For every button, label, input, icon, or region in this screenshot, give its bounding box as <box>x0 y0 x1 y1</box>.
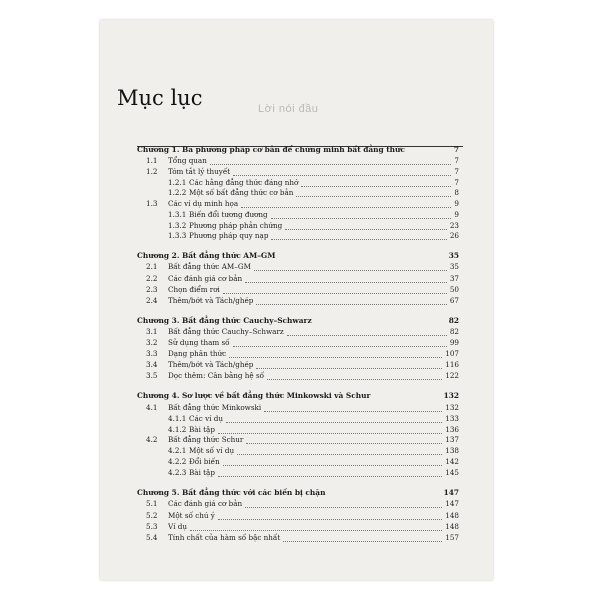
toc-page-number: 107 <box>445 349 459 358</box>
toc-page-number: 136 <box>445 425 459 434</box>
toc-section-row[interactable] <box>137 200 463 210</box>
toc-section-row[interactable] <box>137 361 463 371</box>
toc-dot-leader <box>256 367 442 369</box>
toc-dot-leader <box>223 464 442 466</box>
toc-dot-leader <box>283 540 442 542</box>
toc-page-number: 132 <box>445 403 459 412</box>
toc-entry-number: 2.4 <box>146 296 158 305</box>
toc-page-number: 37 <box>449 274 459 283</box>
toc-subsection-row[interactable] <box>137 469 463 479</box>
toc-entry-title: Các ví dụ <box>189 414 223 423</box>
toc-entry-title: Một số ví dụ <box>189 446 235 455</box>
toc-page-number: 26 <box>449 231 459 240</box>
toc-entry-number: 3.1 <box>146 327 158 336</box>
toc-dot-leader <box>241 206 451 208</box>
toc-chapter-row[interactable] <box>137 392 463 402</box>
toc-subsection-row[interactable] <box>137 232 463 242</box>
toc-entry-number: 4.2.1 <box>168 446 187 455</box>
toc-entry-title: Phương pháp quy nạp <box>189 231 269 240</box>
toc-entry-number: 1.2 <box>146 167 158 176</box>
toc-page-number: 132 <box>443 391 459 400</box>
toc-dot-leader <box>254 269 447 271</box>
toc-page-number: 116 <box>445 360 459 369</box>
toc-page-number: 122 <box>445 371 459 380</box>
toc-dot-leader <box>271 238 447 240</box>
toc-page-number: 67 <box>449 296 459 305</box>
toc-dot-leader <box>264 410 442 412</box>
toc-entry-title: Bất đẳng thức Schur <box>168 435 244 444</box>
toc-dot-leader <box>218 518 442 520</box>
toc-dot-leader <box>271 217 451 219</box>
toc-page-number: 7 <box>453 145 459 154</box>
toc-section-row[interactable] <box>137 500 463 510</box>
toc-entry-title: Một số chú ý <box>168 511 215 520</box>
page-title: Mục lục <box>117 86 203 110</box>
toc-dot-leader <box>246 442 442 444</box>
toc-page-number: 7 <box>454 167 459 176</box>
toc-dot-leader <box>245 281 447 283</box>
toc-entry-title: Ví dụ <box>168 522 188 531</box>
toc-page-number: 7 <box>454 156 459 165</box>
toc-entry-number: 4.2 <box>146 435 158 444</box>
toc-entry-title: Chương 1. Ba phương pháp cơ bản để chứng minh bất đẳng thức <box>137 145 405 154</box>
toc-page-number: 137 <box>445 435 459 444</box>
toc-entry-title: Một số bất đẳng thức cơ bản <box>189 188 294 197</box>
toc-page-number: 147 <box>445 499 459 508</box>
toc-entry-number: 3.3 <box>146 349 158 358</box>
toc-page-number: 8 <box>454 188 459 197</box>
toc-dot-leader <box>210 163 451 165</box>
toc-entry-number: 1.2.2 <box>168 188 187 197</box>
toc-dot-leader <box>256 303 447 305</box>
toc-entry-title: Bất đẳng thức AM–GM <box>168 262 251 271</box>
toc-entry-title: Đổi biến <box>189 457 220 466</box>
toc-chapter-row[interactable] <box>137 146 463 156</box>
toc-entry-number: 5.2 <box>146 511 158 520</box>
toc-entry-title: Thêm/bớt và Tách/ghép <box>168 360 254 369</box>
toc-page-number: 147 <box>443 488 459 497</box>
toc-section-row[interactable] <box>137 339 463 349</box>
toc-entry-title: Tóm tắt lý thuyết <box>168 167 231 176</box>
toc-entry-number: 4.1.2 <box>168 425 187 434</box>
toc-entry-number: 1.3.2 <box>168 221 187 230</box>
toc-subsection-row[interactable] <box>137 415 463 425</box>
toc-entry-number: 4.1 <box>146 403 158 412</box>
toc-entry-title: Bài tập <box>189 468 215 477</box>
toc-subsection-row[interactable] <box>137 447 463 457</box>
toc-page-number: 9 <box>454 210 459 219</box>
toc-chapter-row[interactable] <box>137 489 463 499</box>
toc-entry-number: 1.1 <box>146 156 158 165</box>
toc-dot-leader <box>285 228 447 230</box>
toc-section-row[interactable] <box>137 523 463 533</box>
toc-entry-title: Bất đẳng thức Minkowski <box>168 403 262 412</box>
bleed-through-text: Lời nói đầu <box>258 103 319 115</box>
toc-entry-title: Chọn điểm rơi <box>168 285 220 294</box>
toc-entry-title: Thêm/bớt và Tách/ghép <box>168 296 254 305</box>
toc-entry-number: 1.3.1 <box>168 210 187 219</box>
toc-entry-number: 3.2 <box>146 338 158 347</box>
toc-dot-leader <box>229 356 442 358</box>
toc-section-row[interactable] <box>137 263 463 273</box>
toc-entry-number: 2.3 <box>146 285 158 294</box>
toc-section-row[interactable] <box>137 328 463 338</box>
toc-section-row[interactable] <box>137 168 463 178</box>
toc-entry-number: 5.3 <box>146 522 158 531</box>
toc-entry-title: Bài tập <box>189 425 215 434</box>
toc-page-number: 82 <box>449 327 459 336</box>
toc-dot-leader <box>223 292 447 294</box>
toc-entry-title: Các hằng đẳng thức đáng nhớ <box>189 178 299 187</box>
toc-page-number: 99 <box>449 338 459 347</box>
toc-section-row[interactable] <box>137 275 463 285</box>
toc-page-number: 50 <box>449 285 459 294</box>
toc-subsection-row[interactable] <box>137 211 463 221</box>
toc-entry-number: 2.2 <box>146 274 158 283</box>
toc-entry-title: Các đánh giá cơ bản <box>168 499 243 508</box>
toc-page-number: 142 <box>445 457 459 466</box>
toc-page-number: 35 <box>448 251 459 260</box>
toc-dot-leader <box>218 475 442 477</box>
toc-section-row[interactable] <box>137 286 463 296</box>
toc-dot-leader <box>267 378 442 380</box>
toc-entry-title: Dạng phân thức <box>168 349 227 358</box>
toc-entry-number: 4.2.2 <box>168 457 187 466</box>
toc-entry-title: Các đánh giá cơ bản <box>168 274 243 283</box>
toc-entry-title: Tổng quan <box>168 156 207 165</box>
toc-dot-leader <box>287 334 447 336</box>
toc-entry-title: Các ví dụ minh họa <box>168 199 239 208</box>
toc-section-row[interactable] <box>137 404 463 414</box>
toc-dot-leader <box>301 185 451 187</box>
toc-entry-title: Sử dụng tham số <box>168 338 230 347</box>
toc-subsection-row[interactable] <box>137 458 463 468</box>
toc-page-number: 157 <box>445 533 459 542</box>
toc-entry-number: 4.2.3 <box>168 468 187 477</box>
toc-page-number: 23 <box>449 221 459 230</box>
toc-entry-number: 3.5 <box>146 371 158 380</box>
toc-section-row[interactable] <box>137 372 463 382</box>
toc-page-number: 148 <box>445 511 459 520</box>
toc-page-number: 35 <box>449 262 459 271</box>
toc-entry-number: 1.3 <box>146 199 158 208</box>
toc-entry-title: Chương 4. Sơ lược về bất đẳng thức Minkowski và Schur <box>137 391 371 400</box>
toc-entry-number: 1.3.3 <box>168 231 187 240</box>
toc-entry-title: Chương 3. Bất đẳng thức Cauchy–Schwarz <box>137 316 312 325</box>
toc-section-row[interactable] <box>137 157 463 167</box>
toc-entry-title: Tính chất của hàm số bậc nhất <box>168 533 281 542</box>
toc-entry-number: 5.4 <box>146 533 158 542</box>
toc-dot-leader <box>296 195 451 197</box>
toc-dot-leader <box>233 174 451 176</box>
toc-entry-title: Chương 2. Bất đẳng thức AM–GM <box>137 251 276 260</box>
toc-chapter-row[interactable] <box>137 317 463 327</box>
toc-subsection-row[interactable] <box>137 189 463 199</box>
toc-page-number: 148 <box>445 522 459 531</box>
toc-entry-title: Phương pháp phản chứng <box>189 221 283 230</box>
toc-entry-title: Dọc thêm: Cân bằng hệ số <box>168 371 265 380</box>
toc-dot-leader <box>233 345 447 347</box>
toc-chapter-row[interactable] <box>137 252 463 262</box>
toc-section-row[interactable] <box>137 297 463 307</box>
toc-section-row[interactable] <box>137 534 463 544</box>
toc-dot-leader <box>218 432 442 434</box>
toc-page-number: 138 <box>445 446 459 455</box>
toc-page-number: 9 <box>454 199 459 208</box>
toc-entry-title: Biến đổi tương đương <box>189 210 268 219</box>
toc-entry-number: 5.1 <box>146 499 158 508</box>
toc-entry-number: 3.4 <box>146 360 158 369</box>
toc-entry-title: Chương 5. Bất đẳng thức với các biến bị chặn <box>137 488 326 497</box>
toc-dot-leader <box>237 453 442 455</box>
toc-section-row[interactable] <box>137 512 463 522</box>
toc-section-row[interactable] <box>137 350 463 360</box>
toc-entry-number: 1.2.1 <box>168 178 187 187</box>
toc-dot-leader <box>226 421 442 423</box>
toc-page-number: 145 <box>445 468 459 477</box>
toc-page-number: 82 <box>448 316 459 325</box>
toc-section-row[interactable] <box>137 436 463 446</box>
toc-dot-leader <box>190 529 442 531</box>
toc-entry-title: Bất đẳng thức Cauchy–Schwarz <box>168 327 284 336</box>
toc-dot-leader <box>245 506 442 508</box>
toc-page-number: 7 <box>454 178 459 187</box>
toc-entry-number: 4.1.1 <box>168 414 187 423</box>
toc-entry-number: 2.1 <box>146 262 158 271</box>
toc-page-number: 133 <box>445 414 459 423</box>
